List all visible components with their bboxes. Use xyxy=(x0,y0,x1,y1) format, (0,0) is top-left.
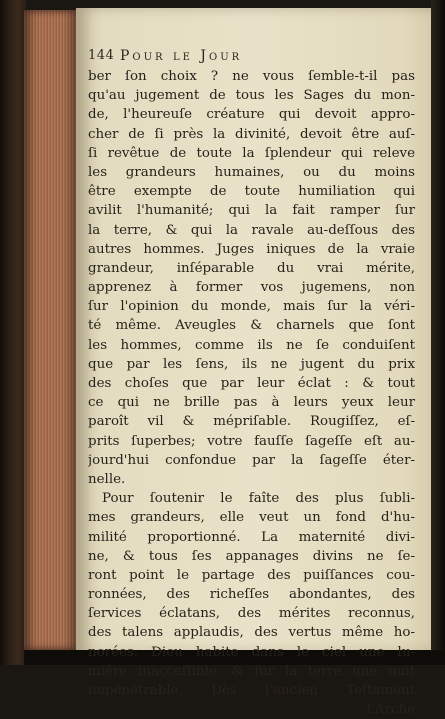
text-line: grandeur, inſéparable du vrai mérite, xyxy=(88,260,415,276)
text-line: té même. Aveugles & charnels que ſont xyxy=(88,318,415,334)
text-line: que par les ſens, ils ne jugent du prix xyxy=(88,356,415,372)
text-line: cher de ſi près la divinité, devoit être auſ- xyxy=(88,126,415,142)
text-line: ce qui ne brille pas à leurs yeux leur xyxy=(88,395,415,411)
text-line: norées. Dieu habite dans le ciel une lu- xyxy=(88,644,415,660)
text-line: paroît vil & mépriſable. Rougiſſez, eſ- xyxy=(88,414,415,430)
text-line: ront point le partage des puiſſances cou- xyxy=(88,567,415,583)
text-line: les hommes, comme ils ne ſe conduiſent xyxy=(88,337,415,353)
body-text xyxy=(88,67,415,719)
text-line: jourd'hui confondue par la ſageſſe éter- xyxy=(88,452,415,468)
text-line: avilit l'humanité; qui la fait ramper ſur xyxy=(88,203,415,219)
text-line: nelle. xyxy=(88,471,126,487)
page-header xyxy=(88,48,408,68)
text-line: ſervices éclatans, des mérites reconnus, xyxy=(88,606,415,622)
text-line: milité proportionné. La maternité divi- xyxy=(88,529,415,545)
text-line: ber ſon choix ? ne vous ſemble-t-il pas xyxy=(88,69,415,84)
text-line: la terre, & qui la ravale au-deſſous des xyxy=(88,222,415,238)
text-line: ne, & tous ſes appanages divins ne ſe- xyxy=(88,548,415,564)
text-line: impénétrable. Dès l'ancien Teſtament xyxy=(88,683,415,698)
text-line: miére inacceſſible, & ſur la terre une nuit xyxy=(88,663,415,679)
text-line: les grandeurs humaines, ou du moins xyxy=(88,164,415,180)
text-line: ronnées, des richeſſes abondantes, des xyxy=(88,587,415,603)
text-line: ſur l'opinion du monde, mais ſur la véri- xyxy=(88,299,415,315)
page-edges xyxy=(24,10,76,650)
text-line: mes grandeurs, elle veut un fond d'hu- xyxy=(88,510,415,526)
text-line: qu'au jugement de tous les Sages du mon- xyxy=(88,88,415,104)
text-line: prits ſuperbes; votre fauſſe ſageſſe eſt au- xyxy=(88,433,415,449)
catchword: l'Arche xyxy=(366,702,415,718)
text-line: Pour ſoutenir le faîte des plus ſubli- xyxy=(102,491,415,507)
page-number: 144 xyxy=(88,48,115,63)
right-background xyxy=(431,0,445,665)
text-line: de, l'heureuſe créature qui devoit appro- xyxy=(88,107,415,123)
text-line: des choſes que par leur éclat : & tout xyxy=(88,376,415,391)
book-spine xyxy=(0,0,26,665)
text-line: ſi revêtue de toute la ſplendeur qui releve xyxy=(88,145,415,161)
text-line: autres hommes. Juges iniques de la vraie xyxy=(88,241,415,257)
text-line: être exempte de toute humiliation qui xyxy=(88,184,415,200)
running-head: Pour le Jour xyxy=(120,48,243,64)
text-line: apprenez à former vos jugemens, non xyxy=(88,280,415,296)
text-line: des talens applaudis, des vertus même ho- xyxy=(88,625,415,641)
